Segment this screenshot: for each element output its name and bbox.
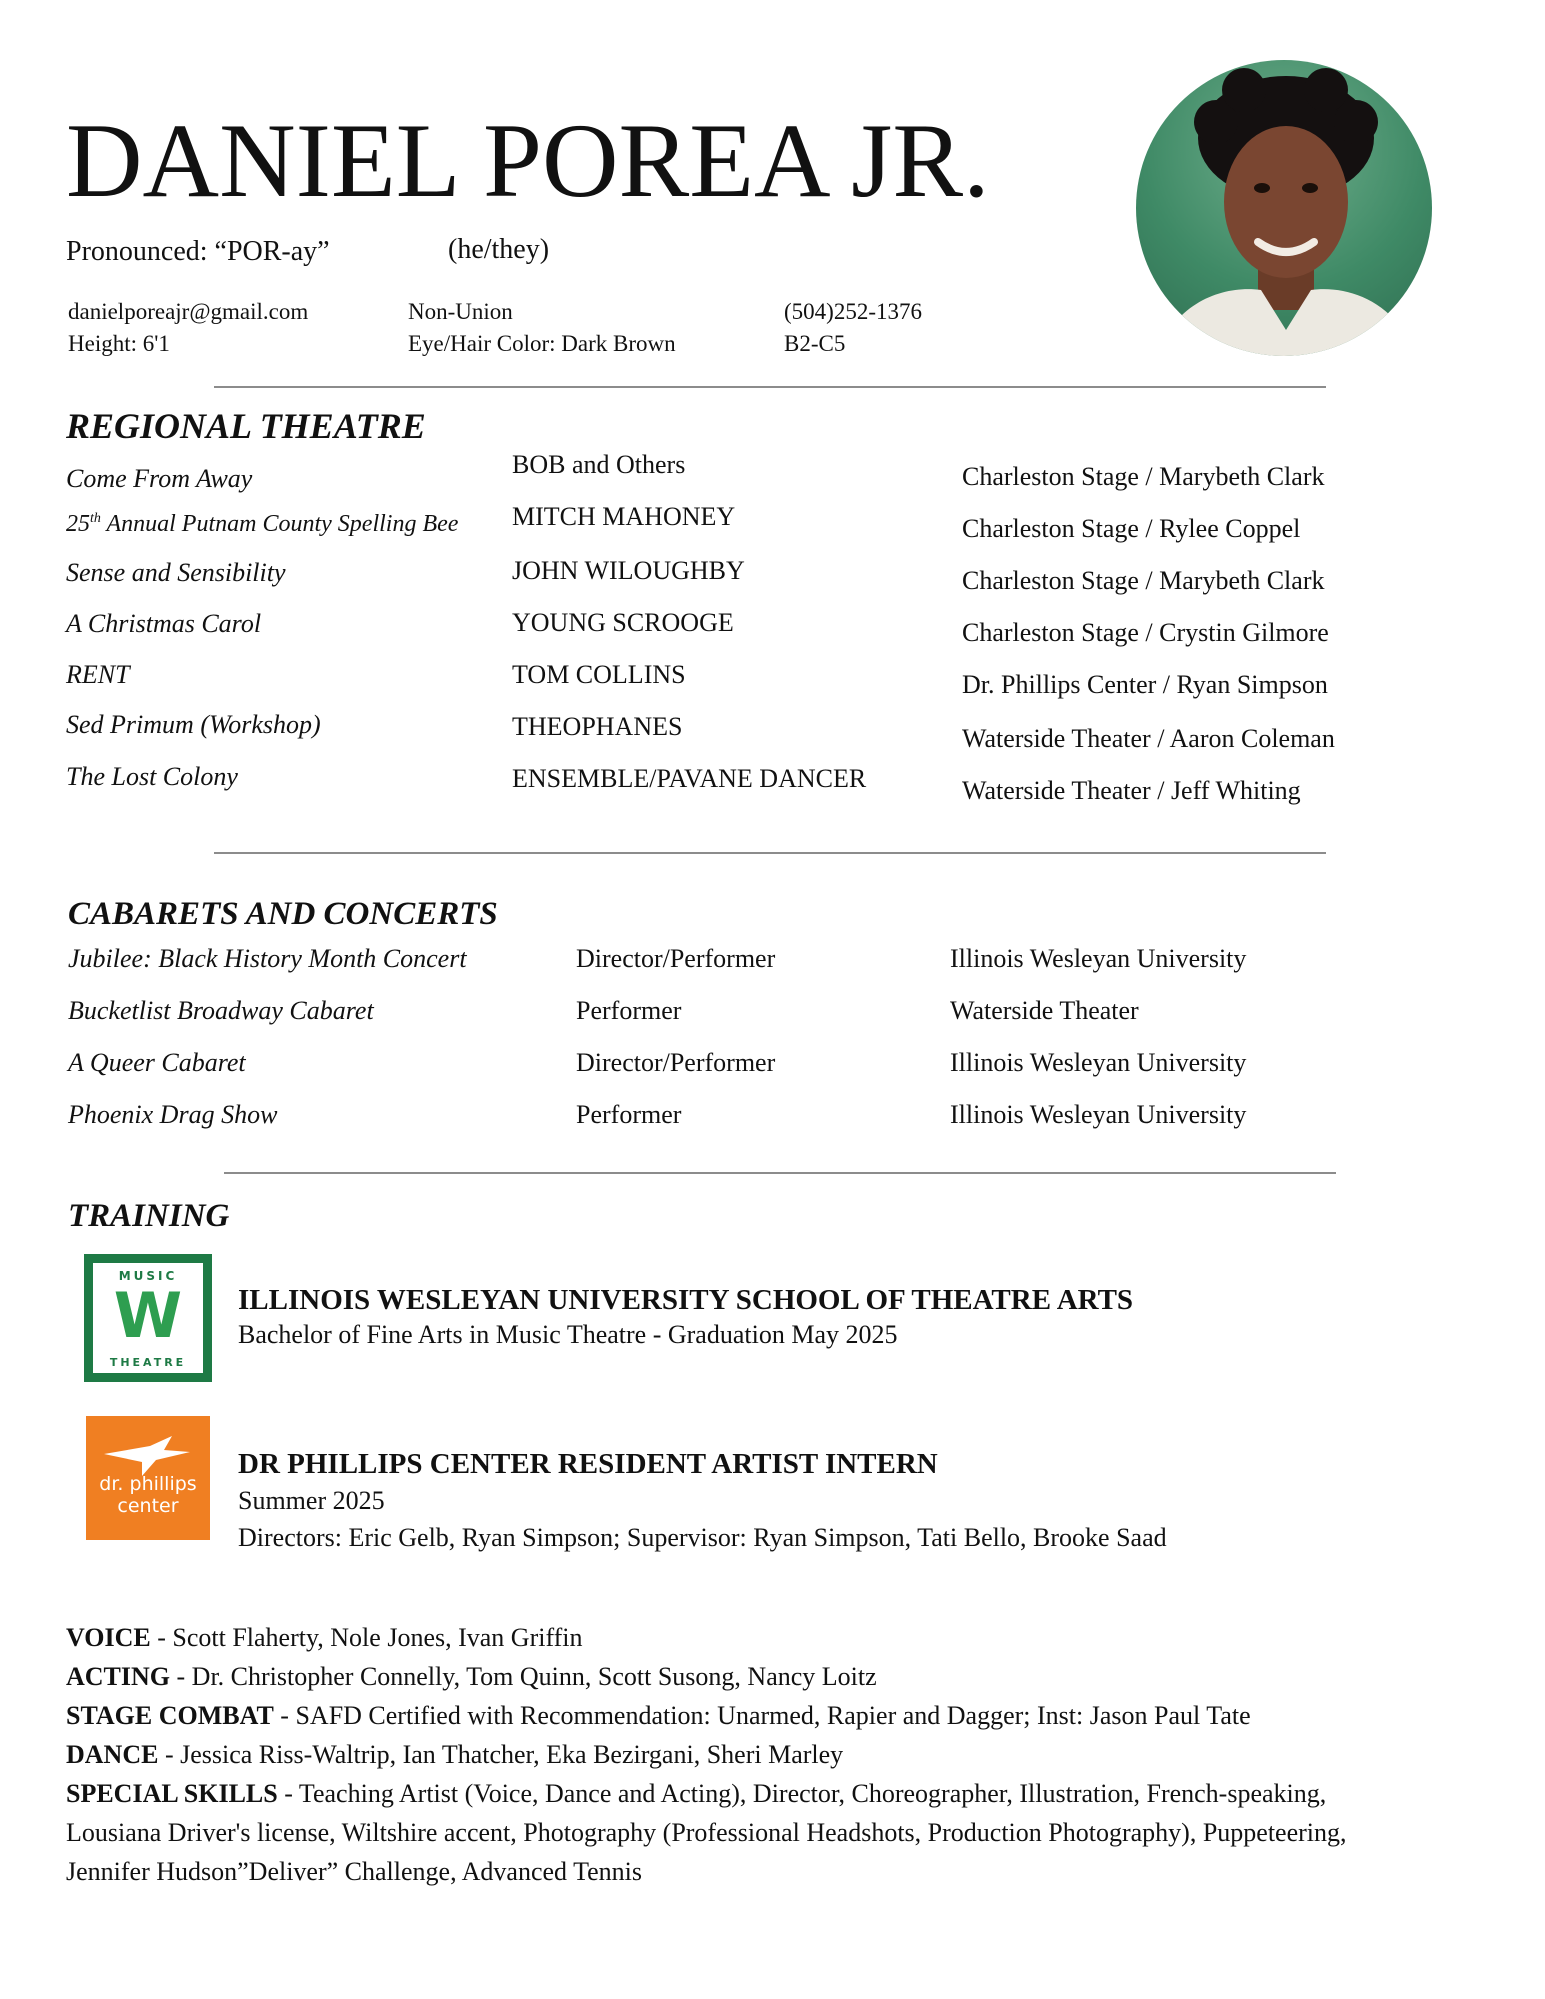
cabaret-role: Performer: [576, 1100, 682, 1129]
cabaret-show: Bucketlist Broadway Cabaret: [68, 996, 374, 1025]
contact-col-2: [408, 296, 676, 360]
regional-role: BOB and Others: [512, 450, 686, 479]
dr-phillips-center-logo: [86, 1416, 210, 1540]
regional-role: THEOPHANES: [512, 712, 683, 741]
acting-line: [66, 1657, 1426, 1696]
cabaret-role: Director/Performer: [576, 944, 776, 973]
stage-combat-label: STAGE COMBAT: [66, 1701, 274, 1730]
dance-line: [66, 1735, 1426, 1774]
stage-combat-text: - SAFD Certified with Recommendation: Unarmed, Rapier and Dagger; Inst: Jason Paul Tate: [273, 1701, 1251, 1730]
cabaret-venue: Illinois Wesleyan University: [950, 944, 1247, 973]
voice-line: [66, 1618, 1426, 1657]
regional-show: A Christmas Carol: [66, 609, 262, 638]
regional-venue: Dr. Phillips Center / Ryan Simpson: [962, 670, 1328, 699]
cabaret-role: Performer: [576, 996, 682, 1025]
dance-label: DANCE: [66, 1740, 159, 1769]
acting-text: - Dr. Christopher Connelly, Tom Quinn, Scott Susong, Nancy Loitz: [170, 1662, 877, 1691]
special-skills-text: - Teaching Artist (Voice, Dance and Acting), Director, Choreographer, Illustration, French-speaking, Lousiana Driver's license, Wiltshire accent, Photography (Professional Headshots, Production Photography), Puppeteering, Jennifer Hudson”Deliver” Challenge, Advanced Tennis: [66, 1779, 1347, 1886]
cabaret-venue: Waterside Theater: [950, 996, 1139, 1025]
iwu-degree: Bachelor of Fine Arts in Music Theatre - Graduation May 2025: [238, 1320, 898, 1349]
dp-term: Summer 2025: [238, 1486, 385, 1515]
special-skills-line: [66, 1774, 1396, 1891]
phone[interactable]: (504)252-1376: [784, 299, 922, 324]
cabaret-show: A Queer Cabaret: [68, 1048, 246, 1077]
training-heading: TRAINING: [68, 1198, 230, 1234]
skills-block: [66, 1618, 1426, 1891]
contact-col-1: [68, 296, 308, 360]
voice-label: VOICE: [66, 1623, 151, 1652]
iwu-logo-bottom-text: THEATRE: [109, 1356, 187, 1369]
show-ordinal: th: [90, 511, 101, 526]
vocal-range: B2-C5: [784, 331, 846, 356]
union-status: Non-Union: [408, 299, 513, 324]
regional-role: ENSEMBLE/PAVANE DANCER: [512, 764, 867, 793]
pronouns: (he/they): [448, 234, 550, 265]
show-title: Annual Putnam County Spelling Bee: [106, 511, 459, 537]
iwu-logo-top-text: MUSIC: [118, 1269, 178, 1283]
dp-title: DR PHILLIPS CENTER RESIDENT ARTIST INTERN: [238, 1448, 938, 1480]
regional-show: Sed Primum (Workshop): [66, 710, 321, 739]
email[interactable]: danielporeajr@gmail.com: [68, 299, 309, 324]
cabaret-role: Director/Performer: [576, 1048, 776, 1077]
regional-role: YOUNG SCROOGE: [512, 608, 734, 637]
dp-directors: Directors: Eric Gelb, Ryan Simpson; Supervisor: Ryan Simpson, Tati Bello, Brooke Saad: [238, 1523, 1167, 1552]
show-number: 25: [66, 511, 90, 537]
iwu-logo-letter: W: [113, 1279, 183, 1352]
headshot-image: [1136, 60, 1432, 356]
height: Height: 6'1: [68, 331, 170, 356]
cabaret-venue: Illinois Wesleyan University: [950, 1100, 1247, 1129]
regional-venue: Charleston Stage / Crystin Gilmore: [962, 618, 1329, 647]
divider-cabarets: [224, 1172, 1336, 1174]
eye-hair-color: Eye/Hair Color: Dark Brown: [408, 331, 676, 356]
pronunciation: Pronounced: “POR-ay”: [66, 236, 330, 267]
regional-role: MITCH MAHONEY: [512, 502, 736, 531]
regional-heading: REGIONAL THEATRE: [66, 406, 426, 446]
regional-venue: Waterside Theater / Aaron Coleman: [962, 724, 1335, 753]
regional-venue: Charleston Stage / Marybeth Clark: [962, 566, 1325, 595]
dr-phillips-logo-line1: dr. phillips: [99, 1473, 197, 1495]
regional-venue: Waterside Theater / Jeff Whiting: [962, 776, 1301, 805]
regional-venue: Charleston Stage / Rylee Coppel: [962, 514, 1301, 543]
regional-role: JOHN WILOUGHBY: [512, 556, 745, 585]
regional-show: The Lost Colony: [66, 762, 238, 791]
cabaret-show: Jubilee: Black History Month Concert: [68, 944, 467, 973]
divider-regional: [214, 852, 1326, 854]
regional-show: Sense and Sensibility: [66, 558, 286, 587]
regional-role: TOM COLLINS: [512, 660, 686, 689]
actor-name: DANIEL POREA JR.: [66, 102, 990, 219]
acting-label: ACTING: [66, 1662, 171, 1691]
cabarets-heading: CABARETS AND CONCERTS: [68, 896, 498, 932]
cabaret-venue: Illinois Wesleyan University: [950, 1048, 1247, 1077]
iwu-title: ILLINOIS WESLEYAN UNIVERSITY SCHOOL OF THEATRE ARTS: [238, 1284, 1134, 1316]
iwu-music-theatre-logo: [84, 1254, 212, 1382]
contact-col-3: [784, 296, 922, 360]
regional-show: [66, 512, 458, 536]
cabaret-show: Phoenix Drag Show: [68, 1100, 278, 1129]
iwu-logo-inner: [90, 1260, 206, 1376]
headshot-photo: [1136, 60, 1432, 356]
dance-text: - Jessica Riss-Waltrip, Ian Thatcher, Eka Bezirgani, Sheri Marley: [158, 1740, 844, 1769]
voice-text: - Scott Flaherty, Nole Jones, Ivan Griffin: [150, 1623, 583, 1652]
regional-show: Come From Away: [66, 464, 253, 493]
divider-top: [214, 386, 1326, 388]
regional-show: RENT: [66, 660, 130, 689]
regional-venue: Charleston Stage / Marybeth Clark: [962, 462, 1325, 491]
stage-combat-line: [66, 1696, 1426, 1735]
dr-phillips-logo-line2: center: [117, 1495, 179, 1517]
special-skills-label: SPECIAL SKILLS: [66, 1779, 278, 1808]
